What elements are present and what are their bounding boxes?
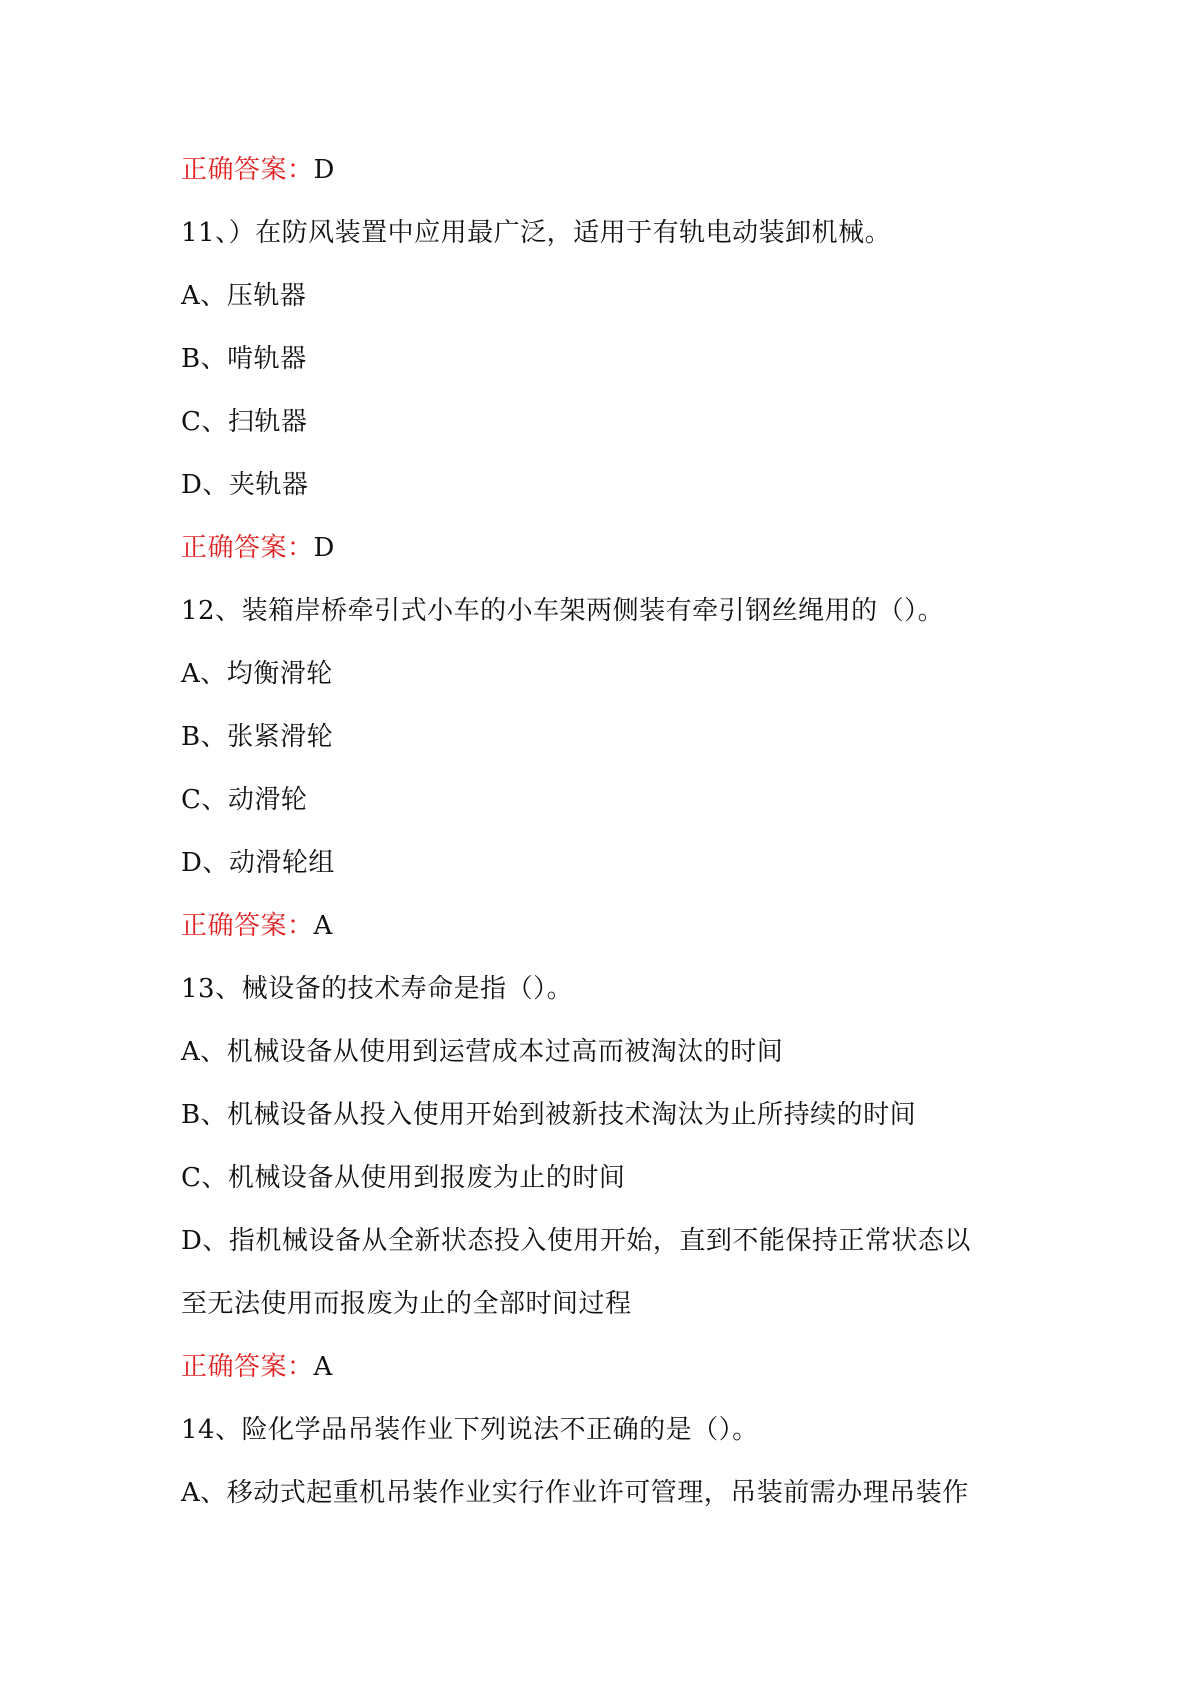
correct-answer-line [181, 154, 335, 186]
correct-answer-line [181, 532, 335, 564]
option-d: D、动滑轮组 [181, 848, 335, 878]
answer-value: D [313, 533, 335, 563]
question-13-text: 13、械设备的技术寿命是指（）。 [181, 974, 574, 1004]
answer-label: 正确答案： [181, 1352, 314, 1382]
question-12-text: 12、装箱岸桥牵引式小车的小车架两侧装有牵引钢丝绳用的（）。 [181, 596, 945, 626]
option-a: A、移动式起重机吊装作业实行作业许可管理，吊装前需办理吊装作 [181, 1478, 969, 1508]
option-c: C、动滑轮 [181, 785, 308, 815]
question-14-text: 14、险化学品吊装作业下列说法不正确的是（）。 [181, 1415, 759, 1445]
option-c: C、扫轨器 [181, 407, 308, 437]
option-d: D、夹轨器 [181, 470, 309, 500]
option-d-continuation: 至无法使用而报废为止的全部时间过程 [181, 1289, 632, 1319]
option-a: A、均衡滑轮 [181, 659, 333, 689]
answer-label: 正确答案： [181, 155, 314, 185]
answer-value: A [313, 911, 333, 941]
option-a: A、压轨器 [181, 281, 307, 311]
option-c: C、机械设备从使用到报废为止的时间 [181, 1163, 626, 1193]
correct-answer-line [181, 910, 333, 942]
option-d: D、指机械设备从全新状态投入使用开始，直到不能保持正常状态以 [181, 1226, 971, 1256]
option-b: B、张紧滑轮 [181, 722, 334, 752]
answer-value: D [313, 155, 335, 185]
option-a: A、机械设备从使用到运营成本过高而被淘汰的时间 [181, 1037, 784, 1067]
answer-value: A [313, 1352, 333, 1382]
option-b: B、啃轨器 [181, 344, 307, 374]
question-11-text: 11、）在防风装置中应用最广泛，适用于有轨电动装卸机械。 [181, 218, 892, 248]
correct-answer-line [181, 1351, 333, 1383]
option-b: B、机械设备从投入使用开始到被新技术淘汰为止所持续的时间 [181, 1100, 917, 1130]
answer-label: 正确答案： [181, 911, 314, 941]
answer-label: 正确答案： [181, 533, 314, 563]
